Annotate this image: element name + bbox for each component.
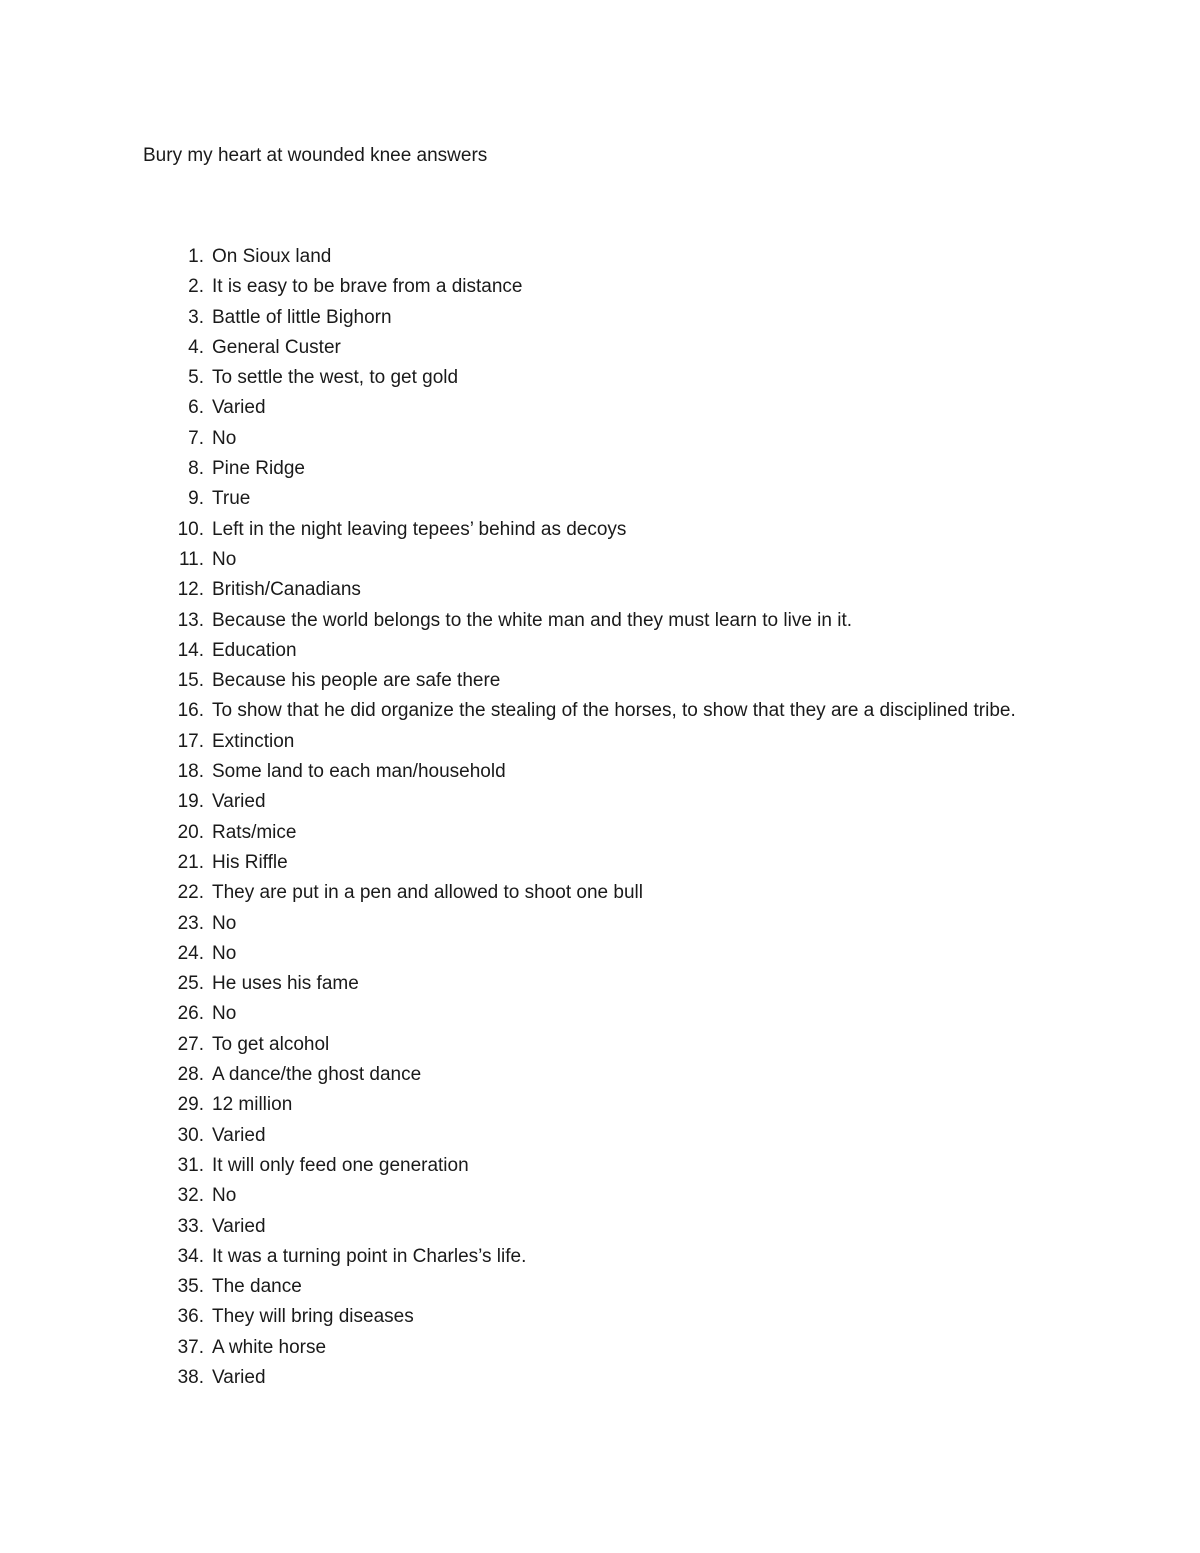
- answer-text: Because the world belongs to the white man and they must learn to live in it.: [212, 609, 853, 631]
- answer-number: 17.: [177, 730, 204, 752]
- answer-number: 3.: [188, 306, 204, 328]
- answer-text: It was a turning point in Charles’s life.: [212, 1245, 527, 1267]
- answer-text: To settle the west, to get gold: [212, 367, 459, 389]
- answer-text: Varied: [212, 1366, 266, 1388]
- answer-text: No: [212, 1003, 237, 1025]
- answer-number: 38.: [177, 1366, 204, 1388]
- answer-text: To get alcohol: [212, 1033, 330, 1055]
- answer-number: 27.: [177, 1033, 204, 1055]
- answer-number: 32.: [177, 1185, 204, 1207]
- answer-text: Rats/mice: [212, 821, 297, 843]
- answer-number: 7.: [188, 427, 204, 449]
- answer-text: The dance: [212, 1276, 302, 1298]
- answer-text: 12 million: [212, 1094, 293, 1116]
- answer-number: 5.: [188, 367, 204, 389]
- answer-text: Varied: [212, 1215, 266, 1237]
- answer-number: 22.: [177, 882, 204, 904]
- answer-text: It will only feed one generation: [212, 1154, 469, 1176]
- answer-number: 18.: [177, 761, 204, 783]
- answer-number: 33.: [177, 1215, 204, 1237]
- answer-number: 13.: [177, 609, 204, 631]
- answer-text: He uses his fame: [212, 973, 359, 995]
- answer-text: No: [212, 942, 237, 964]
- answer-number: 24.: [177, 942, 204, 964]
- answer-text: A white horse: [212, 1336, 327, 1358]
- answer-text: Extinction: [212, 730, 295, 752]
- answer-text: No: [212, 427, 237, 449]
- answer-number: 16.: [177, 700, 204, 722]
- answer-text: Left in the night leaving tepees’ behind as decoys: [212, 518, 627, 540]
- answer-number: 28.: [177, 1064, 204, 1086]
- answer-text: On Sioux land: [212, 246, 332, 267]
- answer-number: 2.: [188, 276, 204, 298]
- answer-text: They are put in a pen and allowed to shoot one bull: [212, 882, 643, 904]
- answer-number: 14.: [177, 639, 204, 661]
- answer-text: It is easy to be brave from a distance: [212, 276, 523, 298]
- answer-text: No: [212, 548, 237, 570]
- answer-number: 35.: [177, 1276, 204, 1298]
- answer-text: British/Canadians: [212, 579, 361, 601]
- answer-number: 34.: [177, 1245, 204, 1267]
- answer-number: 31.: [177, 1154, 204, 1176]
- answer-text: Varied: [212, 1124, 266, 1146]
- answer-number: 9.: [188, 488, 204, 510]
- answer-text: Pine Ridge: [212, 458, 305, 480]
- answer-number: 23.: [177, 912, 204, 934]
- answer-text: True: [212, 488, 251, 510]
- answer-text: His Riffle: [212, 851, 288, 873]
- answer-number: 1.: [188, 246, 204, 267]
- answer-number: 15.: [177, 670, 204, 692]
- answer-text: No: [212, 1185, 237, 1207]
- answer-text: Varied: [212, 791, 266, 813]
- answer-text: General Custer: [212, 336, 341, 358]
- answer-text: Battle of little Bighorn: [212, 306, 392, 328]
- answer-number: 26.: [177, 1003, 204, 1025]
- answer-text: To show that he did organize the stealing of the horses, to show that they are a disciplined tribe.: [212, 700, 1016, 722]
- answer-number: 6.: [188, 397, 204, 419]
- answer-text: Education: [212, 639, 297, 661]
- answer-text: They will bring diseases: [212, 1306, 414, 1328]
- answer-number: 4.: [188, 336, 204, 358]
- answer-number: 19.: [177, 791, 204, 813]
- document-title: Bury my heart at wounded knee answers: [143, 145, 488, 166]
- answer-text: No: [212, 912, 237, 934]
- answer-number: 30.: [177, 1124, 204, 1146]
- answer-number: 25.: [177, 973, 204, 995]
- answer-number: 8.: [188, 458, 204, 480]
- answer-number: 29.: [177, 1094, 204, 1116]
- answer-number: 12.: [177, 579, 204, 601]
- answer-number: 11.: [178, 548, 204, 570]
- answer-number: 20.: [177, 821, 204, 843]
- answer-number: 10.: [177, 518, 204, 540]
- answer-number: 21.: [177, 851, 204, 873]
- answer-text: Because his people are safe there: [212, 670, 501, 692]
- answer-text: A dance/the ghost dance: [212, 1064, 422, 1086]
- answer-number: 37.: [177, 1336, 204, 1358]
- answer-number: 36.: [177, 1306, 204, 1328]
- answer-text: Varied: [212, 397, 266, 419]
- answer-text: Some land to each man/household: [212, 761, 506, 783]
